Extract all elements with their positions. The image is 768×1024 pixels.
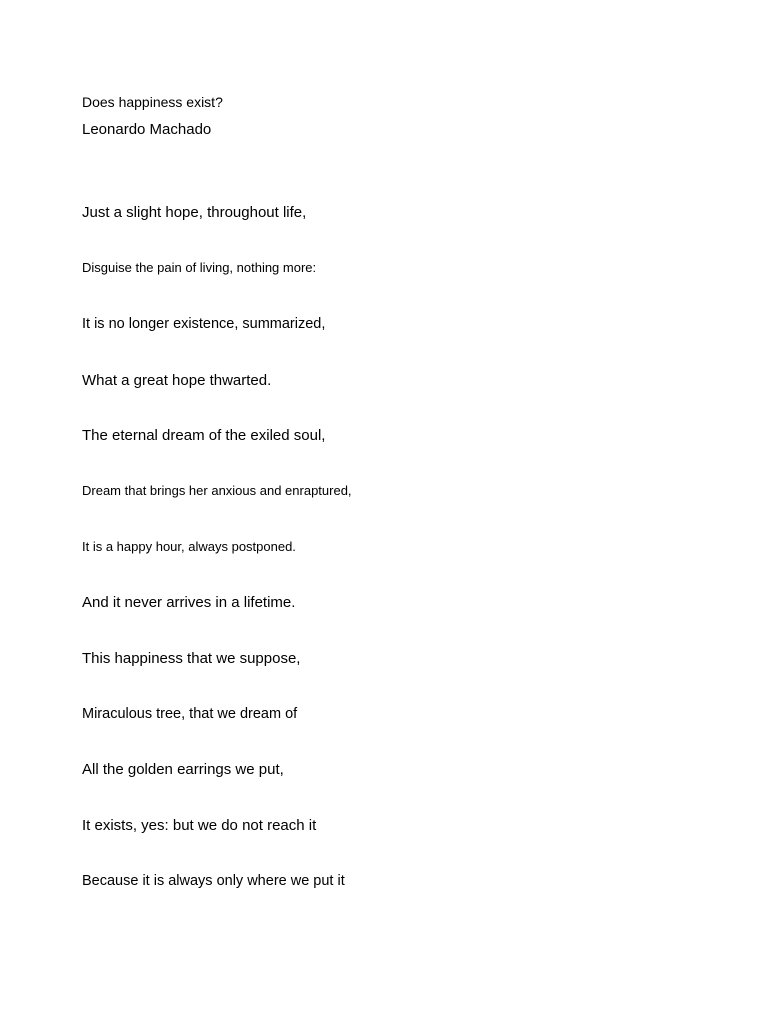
poem-line: This happiness that we suppose, [82,650,301,667]
poem-line: All the golden earrings we put, [82,761,284,778]
poem-line: Just a slight hope, throughout life, [82,204,307,221]
poem-line: It is a happy hour, always postponed. [82,539,296,554]
poem-line: And it never arrives in a lifetime. [82,594,296,611]
poem-line: Dream that brings her anxious and enraptured, [82,483,352,498]
poem-line: It exists, yes: but we do not reach it [82,817,317,834]
poem-line: The eternal dream of the exiled soul, [82,427,326,444]
poem-line: Disguise the pain of living, nothing more: [82,260,317,275]
poem-line: It is no longer existence, summarized, [82,316,326,332]
poem-author: Leonardo Machado [82,121,212,138]
poem-line: What a great hope thwarted. [82,372,272,389]
poem-line: Miraculous tree, that we dream of [82,706,298,722]
poem-line: Because it is always only where we put it [82,873,345,889]
poem-title: Does happiness exist? [82,94,223,110]
